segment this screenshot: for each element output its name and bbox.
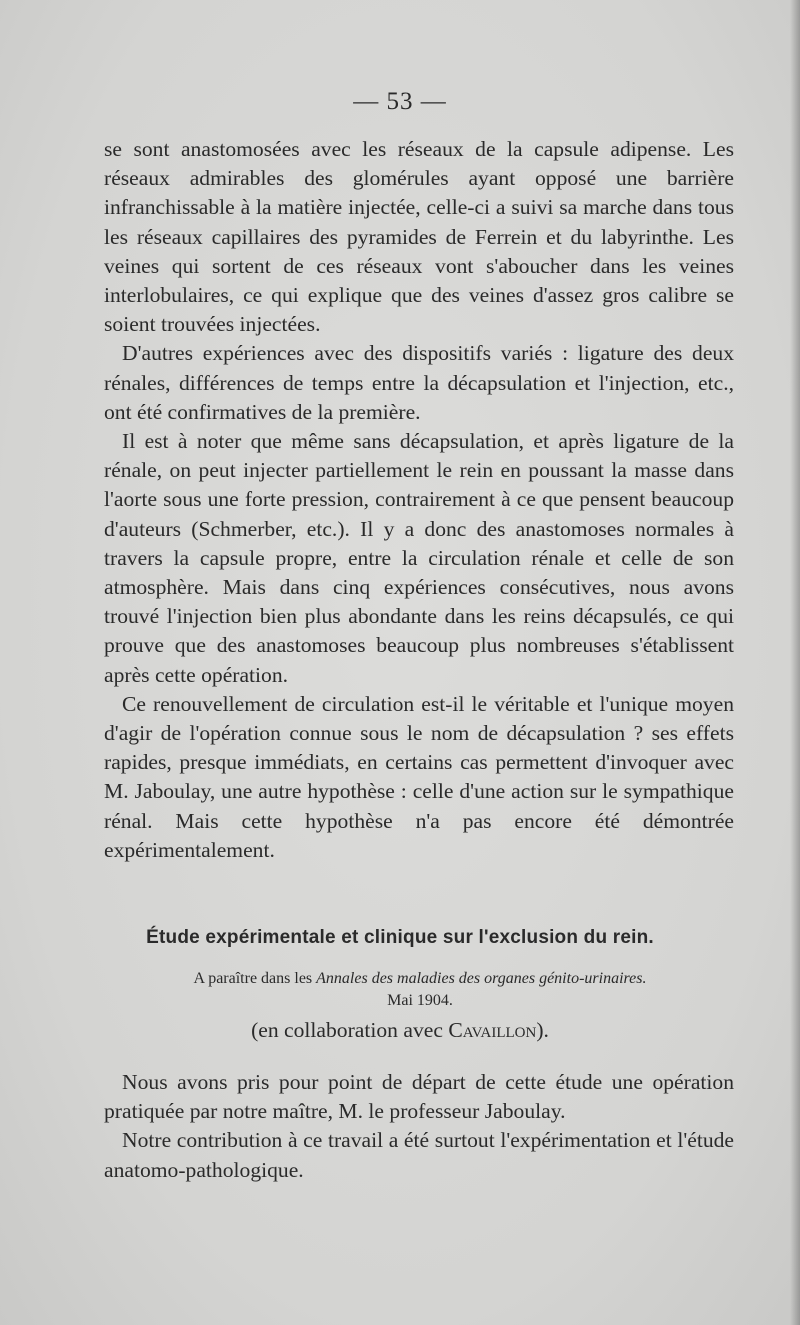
paragraph: Ce renouvellement de circulation est-il le véritable et l'unique moyen d'agir de l'opération connue sous le nom de décapsulation ? ses effets rapides, presque immédiats, en certains cas permettent d'invoquer avec M. Jaboulay, une autre hypothèse : celle d'une action sur le sympathique rénal. Mais cette hypothèse n'a pas encore été démontrée expérimentalement. bbox=[104, 691, 734, 862]
publication-date: Mai 1904. bbox=[387, 992, 453, 1009]
publication-note bbox=[90, 968, 750, 1012]
page-number: — 53 — bbox=[353, 88, 447, 115]
journal-title: Annales des maladies des organes génito-urinaires. bbox=[316, 970, 647, 987]
paragraph: Nous avons pris pour point de départ de cette étude une opération pratiquée par notre maître, M. le professeur Jaboulay. bbox=[104, 1070, 734, 1124]
collab-suffix: ). bbox=[536, 1018, 549, 1042]
page-edge-shadow bbox=[790, 0, 800, 1325]
collaboration-line bbox=[0, 1018, 800, 1043]
note-prefix: A paraître dans les bbox=[193, 970, 317, 987]
collaborator-name: Cavaillon bbox=[448, 1018, 537, 1042]
collab-prefix: (en collaboration avec bbox=[251, 1018, 449, 1042]
paragraph: Il est à noter que même sans décapsulation, et après ligature de la rénale, on peut injecter partiellement le rein en poussant la masse dans l'aorte sous une forte pression, contrairement à ce que pensent beaucoup d'auteurs (Schmerber, etc.). Il y a donc des anastomoses normales à travers la capsule propre, entre la circulation rénale et celle de son atmosphère. Mais dans cinq expériences consécutives, nous avons trouvé l'injection bien plus abondante dans les reins décapsulés, ce qui prouve que des anastomoses beaucoup plus nombreuses s'établissent après cette opération. bbox=[104, 429, 734, 687]
paragraph: Notre contribution à ce travail a été surtout l'expérimentation et l'étude anatomo-pathologique. bbox=[104, 1128, 734, 1182]
paragraph: se sont anastomosées avec les réseaux de la capsule adipense. Les réseaux admirables des glomérules ayant opposé une barrière infranchissable à la matière injectée, celle-ci a suivi sa marche dans tous les réseaux capillaires des pyramides de Ferrein et du labyrinthe. Les veines qui sortent de ces réseaux vont s'aboucher dans les veines interlobulaires, ce qui explique que des veines d'assez gros calibre se soient trouvées injectées. bbox=[104, 137, 734, 337]
main-text-block bbox=[104, 135, 734, 865]
section-heading: Étude expérimentale et clinique sur l'exclusion du rein. bbox=[146, 927, 654, 948]
section-text-block bbox=[104, 1068, 734, 1185]
paragraph: D'autres expériences avec des dispositifs variés : ligature des deux rénales, différences de temps entre la décapsulation et l'injection, etc., ont été confirmatives de la première. bbox=[104, 341, 734, 424]
